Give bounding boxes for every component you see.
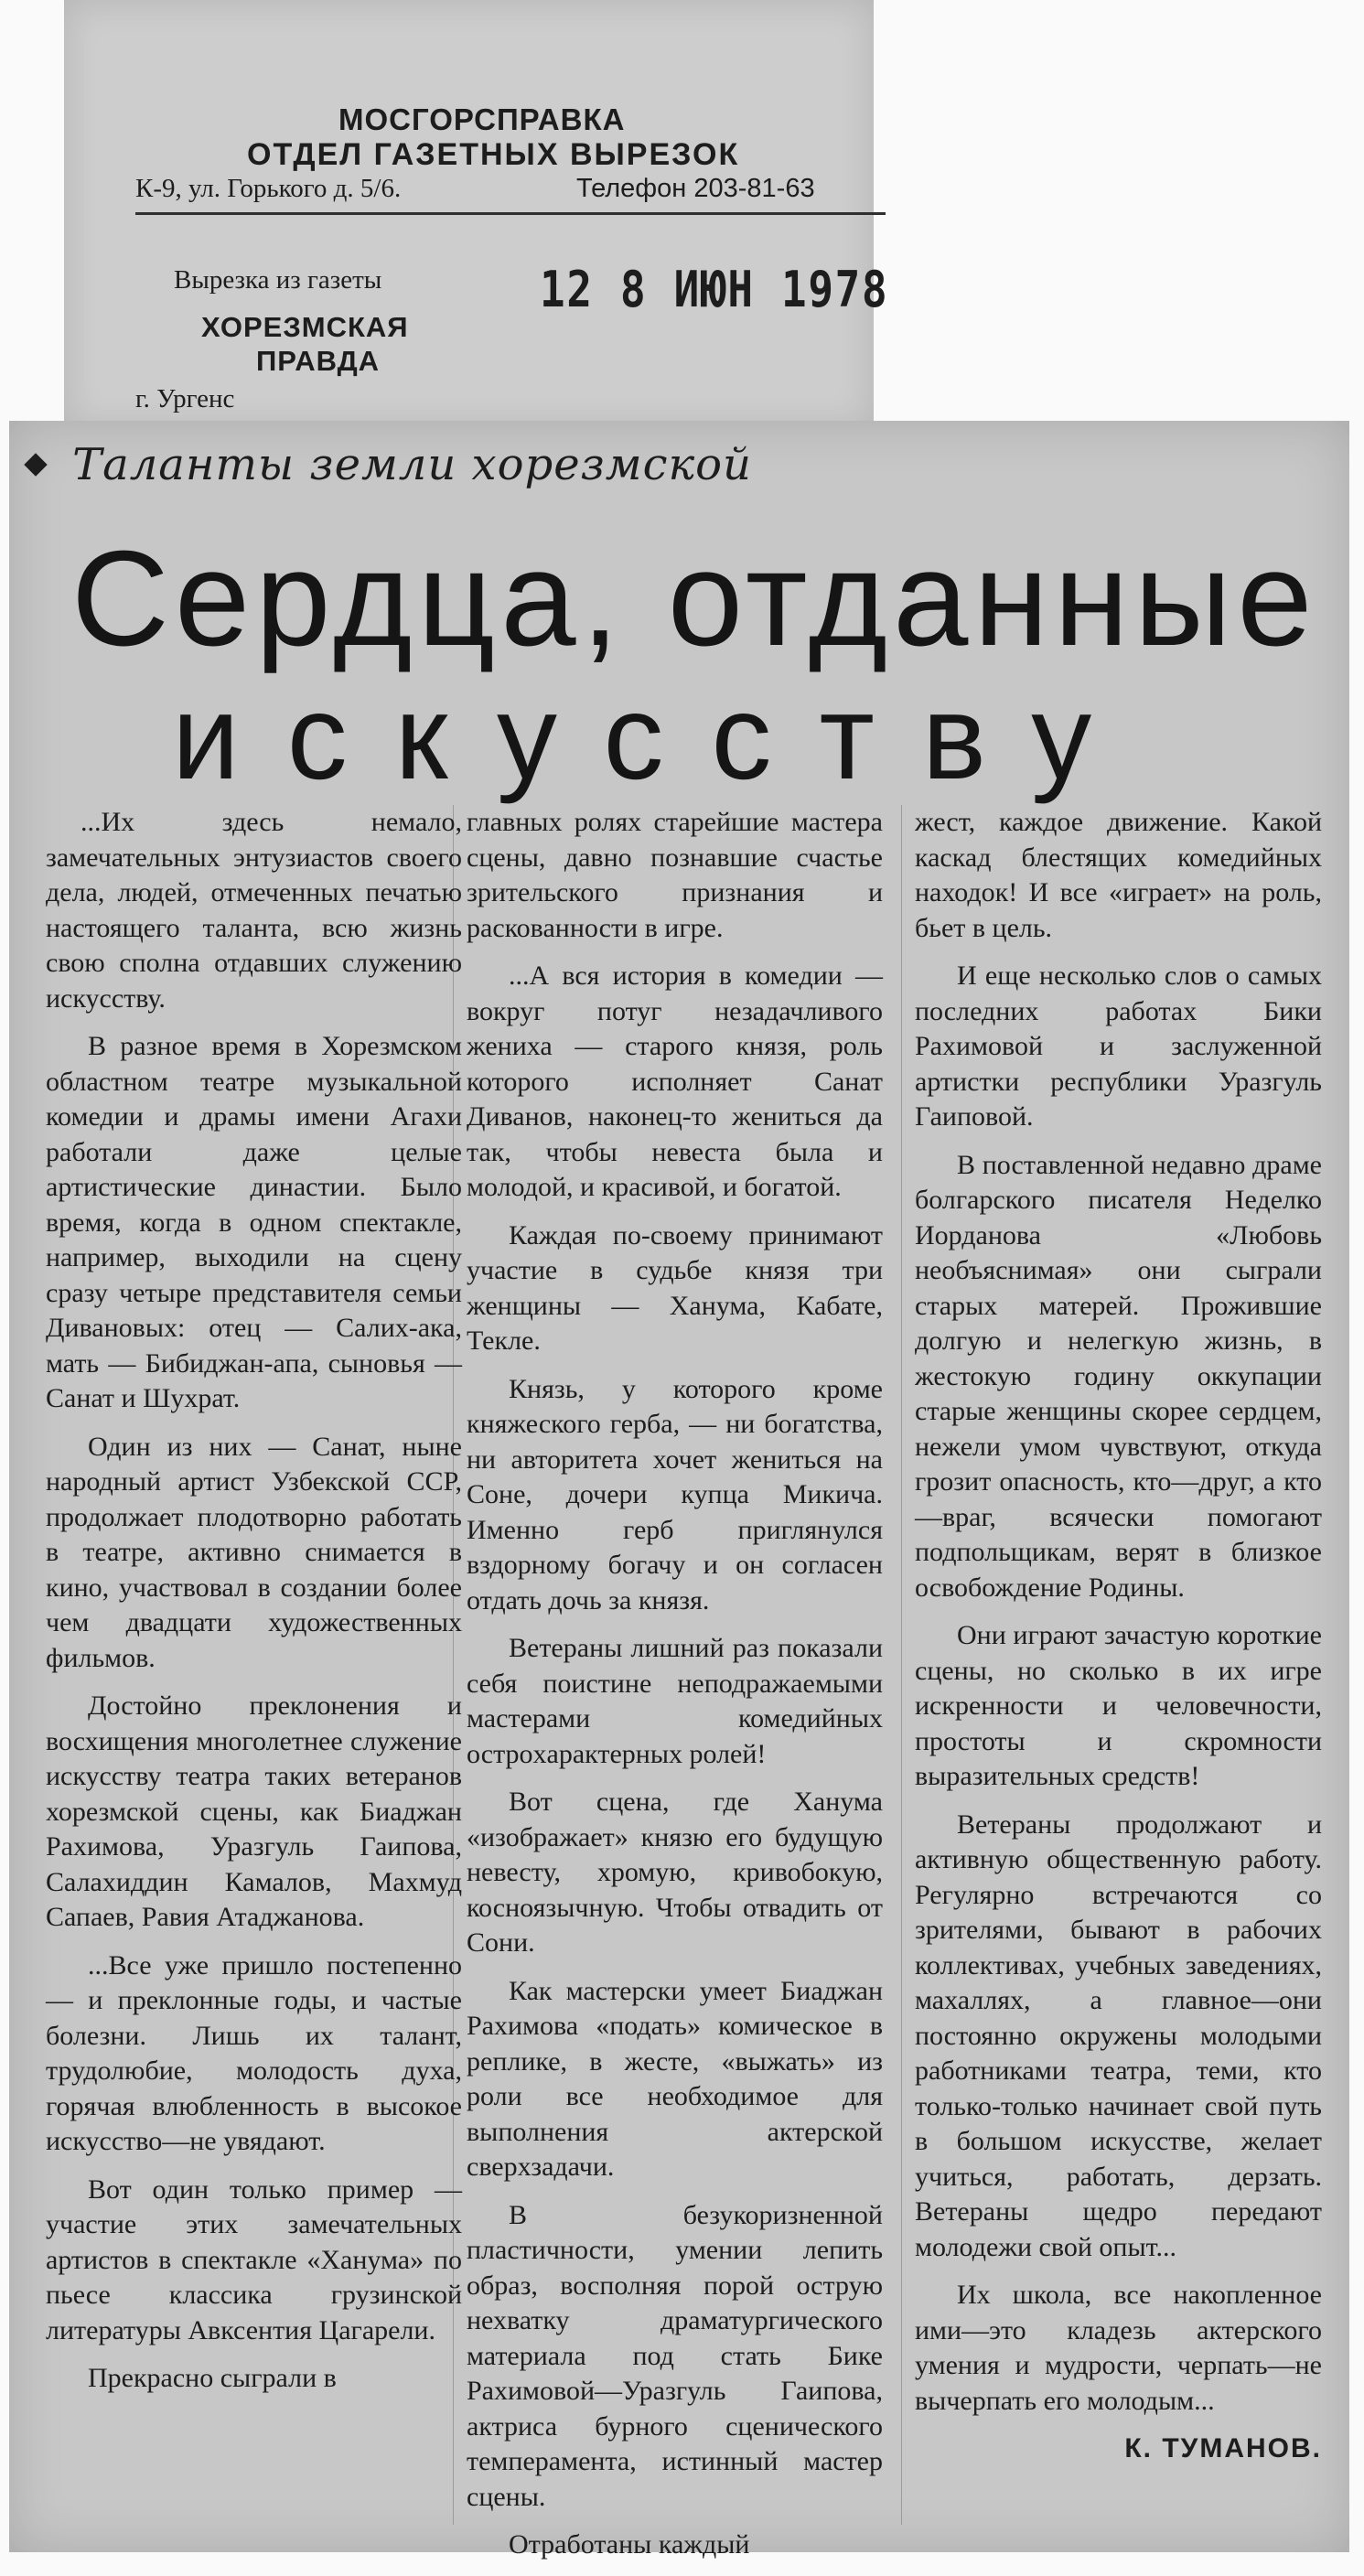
paragraph: главных ролях старейшие мастера сцены, давно познавшие счастье зрительского признания и раскованности в игре. [467, 807, 883, 943]
paragraph: Ветераны лишний раз показали себя поистине неподражаемыми мастерами комедийных остроxарактерных ролей! [467, 1633, 883, 1769]
slip-address: К-9, ул. Горького д. 5/6. [135, 174, 402, 203]
column-divider [901, 805, 902, 2525]
newspaper-name-line2: ПРАВДА [256, 345, 381, 377]
paragraph: В поставленной недавно драме болгарского писателя Неделко Иорданова «Любовь необъяснимая» они сыграли старых матерей. Прожившие долгую и нелегкую жизнь, в жестокую годину оккупации старые женщины скорее сердцем, нежели умом чувствуют, откуда грозит опасность, кто—друг, а кто—враг, всячески помогают подпольщикам, верят в близкое освобождение Родины. [915, 1149, 1322, 1603]
article-kicker: Таланты земли хорезмской [72, 439, 752, 490]
slip-department: ОТДЕЛ ГАЗЕТНЫХ ВЫРЕЗОК [247, 137, 740, 172]
paragraph: И еще несколько слов о самых последних работах Бики Рахимовой и заслуженной артистки республики Уразгуль Гаиповой. [915, 961, 1322, 1132]
author-signature: К. ТУМАНОВ. [1124, 2433, 1322, 2463]
article-column-3 [915, 805, 1322, 2480]
paragraph: Каждая по-своему принимают участие в судьбе князя три женщины — Ханума, Кабате, Текле. [467, 1219, 883, 1356]
paragraph: Вот сцена, где Ханума «изображает» князю его будущую невесту, хромую, кривобокую, косноязычную. Чтобы отвадить от Сони. [467, 1787, 883, 1958]
paragraph: Вот один только пример — участие этих замечательных артистов в спектакле «Ханума» по пьесе классика грузинской литературы Авксентия Цагарели. [46, 2174, 462, 2345]
newspaper-clipping [9, 421, 1349, 2560]
slip-city: г. Ургенс [135, 384, 235, 413]
slip-cut-label: Вырезка из газеты [174, 265, 382, 295]
paragraph: В разное время в Хорезмском областном театре музыкальной комедии и драмы имени Агахи работали даже целые артистические династии. Было время, когда в одном спектакле, например, выходили на сцену сразу четыре представителя семьи Дивановых: отец — Салих-ака, мать — Бибиджан-апа, сыновья — Санат и Шухрат. [46, 1031, 462, 1413]
slip-organization: МОСГОРСПРАВКА [338, 102, 626, 136]
paragraph: Отработаны каждый [509, 2529, 750, 2560]
headline-line1: Сердца, отданные [71, 523, 1318, 674]
paragraph: Ветераны продолжают и активную общественную работу. Регулярно встречаются со зрителями, бывают в рабочих коллективах, учебных заведениях, махаллях, а главное—они постоянно окружены молодыми работниками театра, теми, кто только-только начинает свой путь в большом искусстве, желает учиться, работать, дерзать. Ветераны щедро передают молодежи свой опыт... [915, 1809, 1322, 2262]
diamond-bullet-icon [24, 453, 47, 476]
paragraph: Как мастерски умеет Биаджан Рахимова «подать» комическое в реплике, в жесте, «выжать» из роли все необходимое для выполнения актерской сверхзадачи. [467, 1975, 883, 2182]
slip-phone: Телефон 203-81-63 [576, 174, 815, 203]
paragraph: ...Все уже пришло постепенно — и преклонные годы, и частые болезни. Лишь их талант, трудолюбие, молодость духа, горячая влюбленность в высокое искусство—не увядают. [46, 1949, 462, 2156]
paragraph: В безукоризненной пластичности, умении лепить образ, восполняя порой острую нехватку драматургического материала под стать Бике Рахимовой—Уразгуль Гаипова, актриса бурного сценического темперамента, истинный мастер сцены. [467, 2199, 883, 2512]
paragraph: Достойно преклонения и восхищения многолетнее служение искусству театра таких ветеранов хорезмской сцены, как Биаджан Рахимова, Уразгуль Гаипова, Салахиддин Камалов, Махмуд Сапаев, Равия Атаджанова. [46, 1690, 462, 1932]
slip-divider [135, 212, 886, 215]
newspaper-name-line1: ХОРЕЗМСКАЯ [201, 311, 409, 343]
article-column-1 [46, 805, 462, 2410]
clipping-service-slip [64, 0, 889, 430]
headline-line2: искусству [172, 670, 1140, 804]
paragraph: Один из них — Санат, ныне народный артист Узбекской ССР, продолжает плодотворно работать в театре, активно снимается в кино, участвовал в создании более чем двадцати художественных фильмов. [46, 1431, 462, 1673]
date-stamp: 12 8 ИЮН 1978 [540, 261, 889, 318]
kicker-row [27, 439, 752, 490]
paragraph: ...Их здесь немало, замечательных энтузиастов своего дела, людей, отмеченных печатью настоящего таланта, всю жизнь свою сполна отдавших служению искусству. [46, 807, 462, 1014]
paragraph: ...А вся история в комедии — вокруг потуг незадачливого жениха — старого князя, роль которого исполняет Санат Диванов, наконец-то жениться да так, чтобы невеста была и молодой, и красивой, и богатой. [467, 961, 883, 1202]
paragraph: Их школа, все накопленное ими—это кладезь актерского умения и мудрости, черпать—не вычерпать его молодым... [915, 2280, 1322, 2416]
article-column-2 [467, 805, 883, 2576]
paragraph: Князь, у которого кроме княжеского герба, — ни богатства, ни авторитета хочет жениться на Соне, дочери купца Микича. Именно герб приглянулся вздорному богачу и он согласен отдать дочь за князя. [467, 1373, 883, 1615]
paragraph: Прекрасно сыграли в [88, 2363, 337, 2393]
paragraph: жест, каждое движение. Какой каскад блестящих комедийных находок! И все «играет» на роль, бьет в цель. [915, 807, 1322, 943]
paragraph: Они играют зачастую короткие сцены, но сколько в их игре искренности и человечности, простоты и скромности выразительных средств! [915, 1620, 1322, 1791]
